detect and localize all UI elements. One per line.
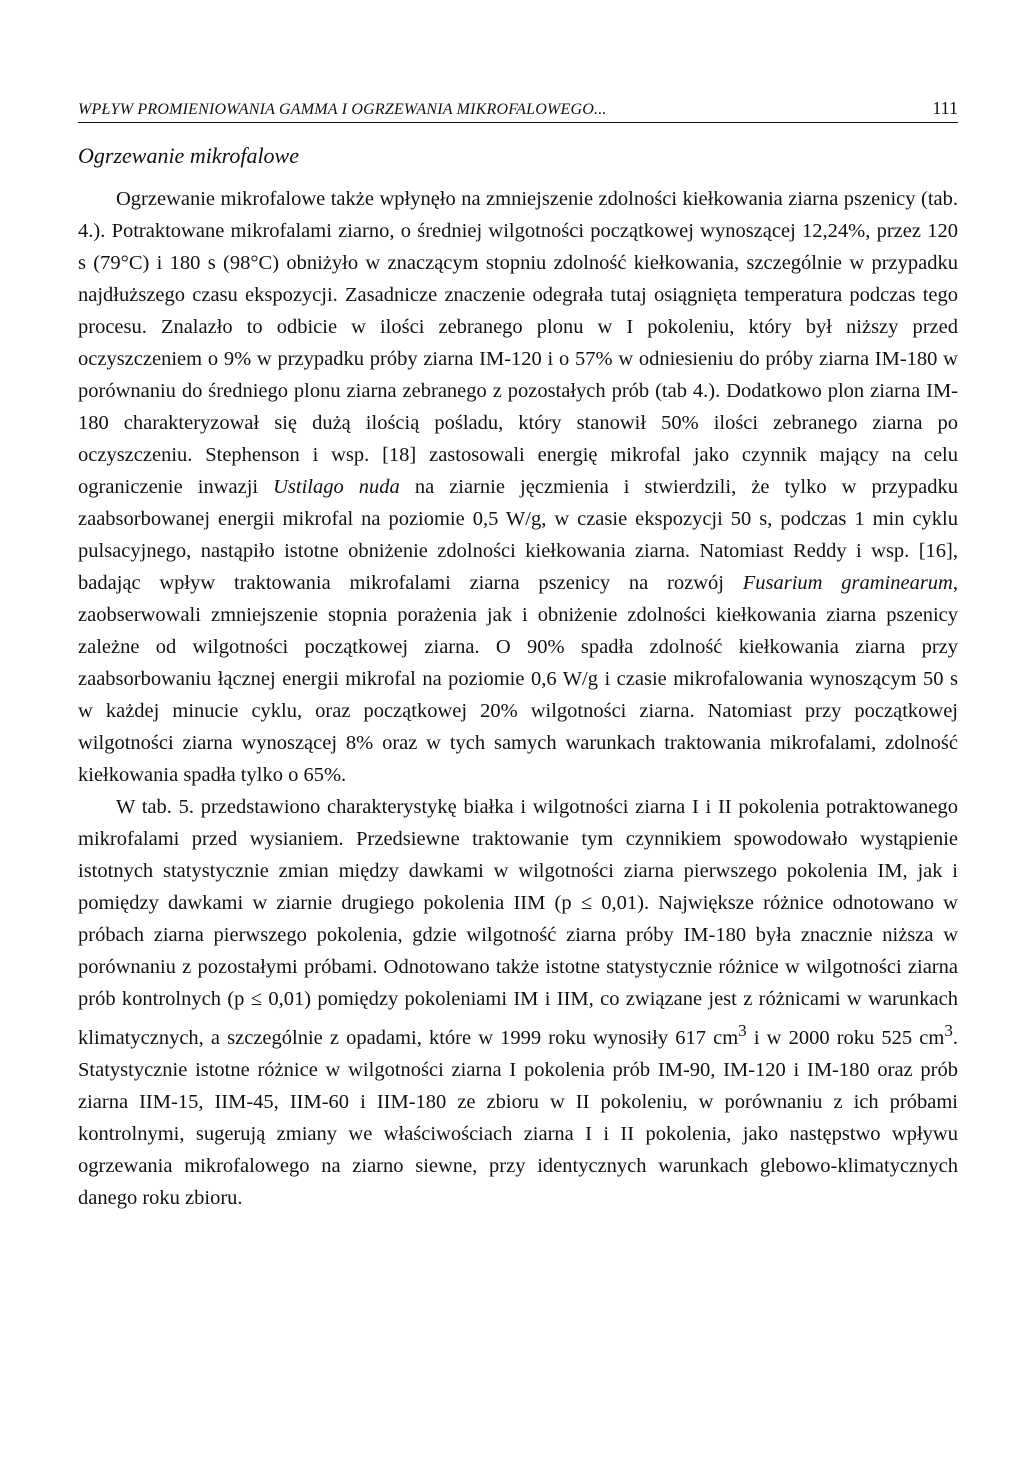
- paragraph-microwave-germination: [78, 183, 958, 791]
- paragraph-protein-moisture: [78, 791, 958, 1214]
- section-title: Ogrzewanie mikrofalowe: [78, 143, 299, 168]
- superscript: 3: [738, 1021, 747, 1040]
- paragraph-text: i w 2000 roku 525 cm: [746, 1026, 945, 1049]
- paragraph-text: Ogrzewanie mikrofalowe także wpłynęło na zmniejszenie zdolności kiełkowania ziarna pszenicy (tab. 4.). Potraktowane mikrofalami ziarno, o średniej wilgotności początkowej wynoszącej 12,24%, przez 120 s (79°C) i 180 s (98°C) obniżyło w znaczącym stopniu zdolność kiełkowania, szczególnie w przypadku najdłuższego czasu ekspozycji. Zasadnicze znaczenie odegrała tutaj osiągnięta temperatura podczas tego procesu. Znalazło to odbicie w ilości zebranego plonu w I pokoleniu, który był niższy przed oczyszczeniem o 9% w przypadku próby ziarna IM-120 i o 57% w odniesieniu do próby ziarna IM-180 w porównaniu do średniego plonu ziarna zebranego z pozostałych prób (tab 4.). Dodatkowo plon ziarna IM-180 charakteryzował się dużą ilością pośladu, który stanowił 50% ilości zebranego ziarna po oczyszczeniu. Stephenson i wsp. [18] zastosowali energię mikrofal jako czynnik mający na celu ograniczenie inwazji: [78, 188, 958, 498]
- species-name: Fusarium graminearum: [742, 572, 953, 594]
- superscript: 3: [944, 1021, 953, 1040]
- paragraph-text: . Statystycznie istotne różnice w wilgotności ziarna I pokolenia prób IM-90, IM-120 i IM-180 oraz prób ziarna IIM-15, IIM-45, IIM-60 i IIM-180 ze zbioru w II pokoleniu, w porównaniu z ich próbami kontrolnymi, sugerują zmiany we właściwościach ziarna I i II pokolenia, jako następstwo wpływu ogrzewania mikrofalowego na ziarno siewne, przy identycznych warunkach glebowo-klimatycznych danego roku zbioru.: [78, 1026, 958, 1209]
- paragraph-text: na ziarnie jęczmienia i stwierdzili, że tylko w przypadku zaabsorbowanej energii mikrofal na poziomie 0,5 W/g, w czasie ekspozycji 50 s, podczas 1 min cyklu pulsacyjnego, nastąpiło istotne obniżenie zdolności kiełkowania ziarna. Natomiast Reddy i wsp. [16], badając wpływ traktowania mikrofalami ziarna pszenicy na rozwój: [78, 476, 958, 594]
- paragraph-text: W tab. 5. przedstawiono charakterystykę białka i wilgotności ziarna I i II pokolenia potraktowanego mikrofalami przed wysianiem. Przedsiewne traktowanie tym czynnikiem spowodowało wystąpienie istotnych statystycznie zmian między dawkami w wilgotności ziarna pierwszego pokolenia IM, jak i pomiędzy dawkami w ziarnie drugiego pokolenia IIM (p ≤ 0,01). Największe różnice odnotowano w próbach ziarna pierwszego pokolenia, gdzie wilgotność ziarna próby IM-180 była znacznie niższa w porównaniu z pozostałymi próbami. Odnotowano także istotne statystycznie różnice w wilgotności ziarna prób kontrolnych (p ≤ 0,01) pomiędzy pokoleniami IM i IIM, co związane jest z różnicami w warunkach klimatycznych, a szczególnie z opadami, które w 1999 roku wynosiły 617 cm: [78, 796, 958, 1049]
- running-header: [78, 98, 958, 123]
- running-title: WPŁYW PROMIENIOWANIA GAMMA I OGRZEWANIA MIKROFALOWEGO...: [78, 101, 607, 118]
- page-content: [78, 98, 958, 1214]
- species-name: Ustilago nuda: [273, 476, 400, 498]
- paragraph-text: , zaobserwowali zmniejszenie stopnia porażenia jak i obniżenie zdolności kiełkowania ziarna pszenicy zależne od wilgotności początkowej ziarna. O 90% spadła zdolność kiełkowania ziarna przy zaabsorbowaniu łącznej energii mikrofal na poziomie 0,6 W/g i czasie mikrofalowania wynoszącym 50 s w każdej minucie cyklu, oraz początkowej 20% wilgotności ziarna. Natomiast przy początkowej wilgotności ziarna wynoszącej 8% oraz w tych samych warunkach traktowania mikrofalami, zdolność kiełkowania spadła tylko o 65%.: [78, 572, 958, 786]
- page-number: 111: [932, 98, 958, 118]
